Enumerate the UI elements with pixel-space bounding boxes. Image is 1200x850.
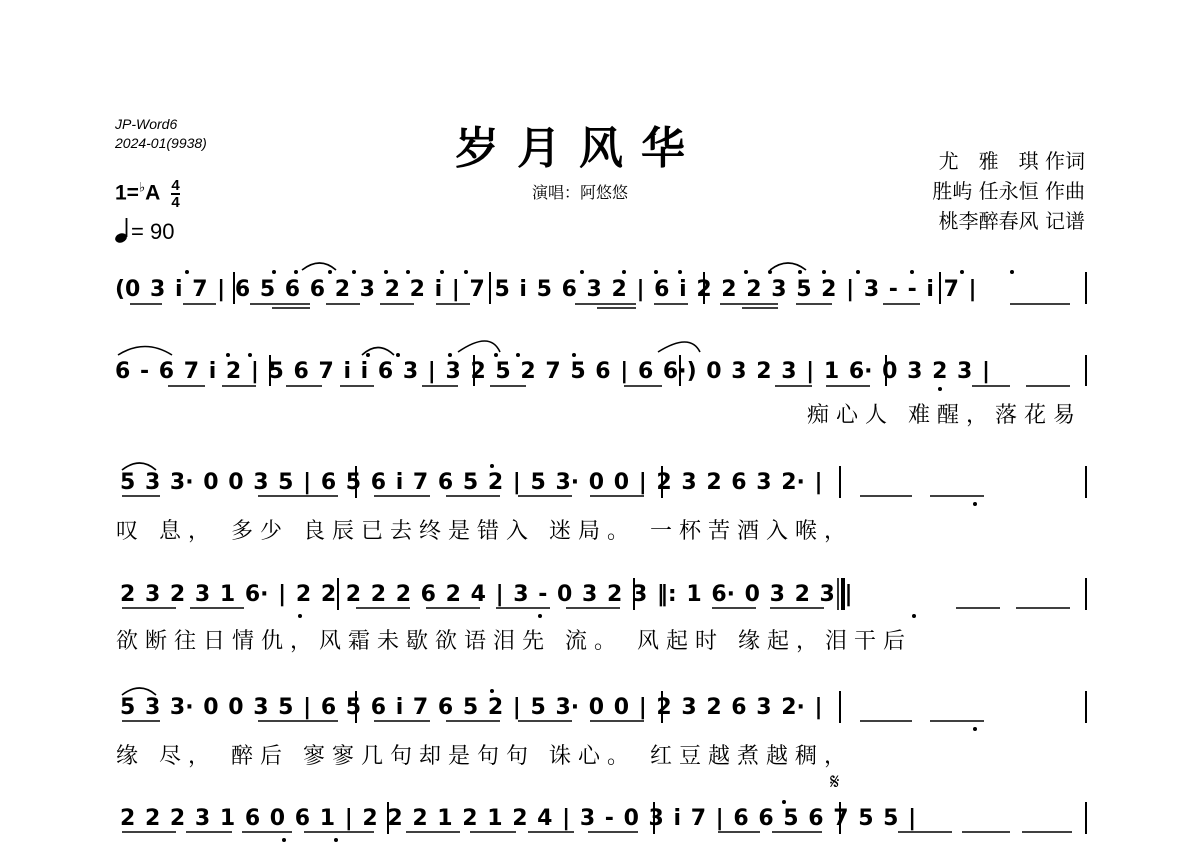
time-top: 4 (171, 177, 180, 194)
segno-sign: 𝄋 (830, 770, 840, 795)
lyrics-row-5: 缘 尽， 醉后 寥寥几句却是句句 诛心。 红豆越煮越稠， (116, 744, 853, 769)
tempo-value: = 90 (131, 218, 175, 244)
notation-row-4: 2 3 2 3 1 6· | 2 2 2 2 2 6 2 4 | 3 - 0 3 2 3 ‖: 1 6· 0 3 2 3 | (120, 582, 853, 607)
notation-row-3: 5 3 3· 0 0 3 5 | 6 5 6 i 7 6 5 2 | 5 3· 0 0 | 2 3 2 6 3 2· | (120, 470, 823, 495)
notation-row-5: 5 3 3· 0 0 3 5 | 6 5 6 i 7 6 5 2 | 5 3· 0 0 | 2 3 2 6 3 2· | (120, 695, 823, 720)
composer-credit: 胜屿 任永恒 作曲 (932, 179, 1085, 203)
singer-credit: 演唱：阿悠悠 (532, 183, 629, 202)
software-version: 2024-01(9938) (115, 135, 207, 151)
software-name: JP-Word6 (115, 116, 178, 132)
key-letter: A (145, 181, 160, 205)
time-bottom: 4 (171, 194, 180, 211)
lyricist-credit: 尤 雅 琪 作词 (938, 149, 1085, 173)
lyrics-row-2: 痴心人 难醒，落花易 (807, 403, 1082, 428)
song-title: 岁月风华 (455, 123, 703, 174)
lyrics-row-3: 叹 息， 多少 良辰已去终是错入 迷局。 一杯苦酒入喉， (116, 519, 853, 544)
transcriber-credit: 桃李醉春风 记谱 (938, 209, 1085, 233)
notation-row-6: 2 2 2 3 1 6 0 6 1 | 2 2 2 1 2 1 2 4 | 3 - 0 3 i 7 | 6 6 5 6 7 5 5 | (120, 806, 917, 831)
notation-row-1: (0 3 i 7 | 6 5 6 6 2 3 2 2 i | 7 5 i 5 6 3 2 | 6 i 2 2 2 3 5 2 | 3 - - i 7 | (115, 277, 977, 302)
lyrics-row-4: 欲断往日情仇，风霜未歇欲语泪先 流。 风起时 缘起，泪干后 (116, 629, 912, 654)
notation-row-2: 6 - 6 7 i 2 | 5 6 7 i i 6 3 | 3 2 5 2 7 5 6 | 6 6·) 0 3 2 3 | 1 6· 0 3 2 3 | (115, 359, 991, 384)
key-prefix: 1= (115, 181, 139, 205)
flat-sign: ♭ (138, 179, 146, 195)
